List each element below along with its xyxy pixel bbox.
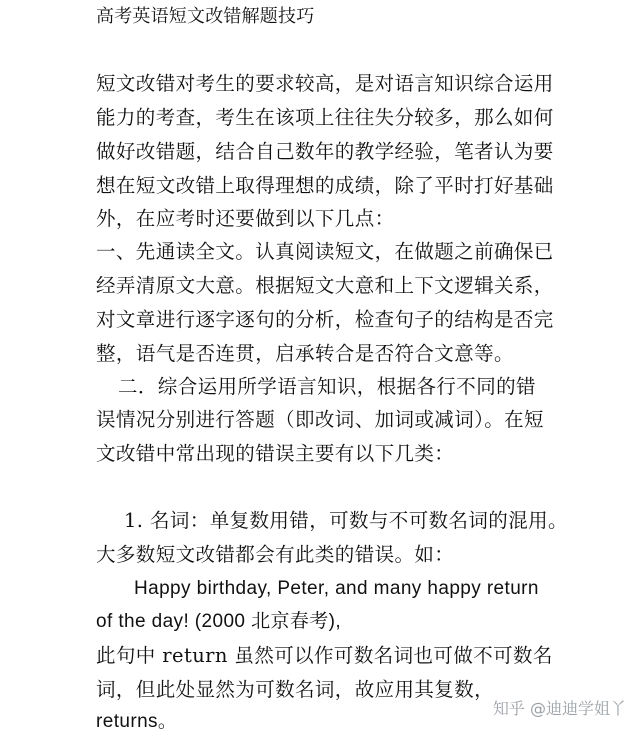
- paragraph-line: 一、先通读全文。认真阅读短文，在做题之前确保已: [96, 240, 554, 263]
- paragraph-line: 整，语气是否连贯，启承转合是否符合文意等。: [96, 342, 514, 365]
- example-sentence-line: Happy birthday, Peter, and many happy return: [134, 578, 539, 599]
- paragraph-line: 词，但此处显然为可数名词，故应用其复数，: [96, 678, 495, 701]
- paragraph-line: 能力的考查，考生在该项上往往失分较多，那么如何: [96, 106, 554, 129]
- list-item-line: 1. 名词：单复数用错，可数与不可数名词的混用。: [124, 509, 568, 532]
- paragraph-line: 短文改错对考生的要求较高，是对语言知识综合运用: [96, 72, 554, 95]
- paragraph-line: 误情况分别进行答题（即改词、加词或减词）。在短: [96, 408, 544, 431]
- paragraph-line: 做好改错题，结合自己数年的教学经验，笔者认为要: [96, 140, 554, 163]
- document-title: 高考英语短文改错解题技巧: [96, 6, 315, 27]
- paragraph-line: 经弄清原文大意。根据短文大意和上下文逻辑关系，: [96, 274, 554, 297]
- paragraph-line: 想在短文改错上取得理想的成绩，除了平时打好基础: [96, 174, 554, 197]
- paragraph-line: 文改错中常出现的错误主要有以下几类：: [96, 442, 455, 465]
- paragraph-line: 此句中 return 虽然可以作可数名词也可做不可数名: [96, 644, 553, 667]
- paragraph-line: returns。: [96, 711, 178, 732]
- example-sentence-line: of the day! (2000 北京春考),: [96, 611, 342, 632]
- paragraph-line: 外，在应考时还要做到以下几点：: [96, 207, 395, 230]
- paragraph-line: 大多数短文改错都会有此类的错误。如：: [96, 543, 455, 566]
- section-heading-line: 二．综合运用所学语言知识，根据各行不同的错: [118, 375, 536, 398]
- paragraph-line: 对文章进行逐字逐句的分析，检查句子的结构是否完: [96, 308, 554, 331]
- watermark-text: 知乎 @迪迪学姐丫: [492, 699, 626, 718]
